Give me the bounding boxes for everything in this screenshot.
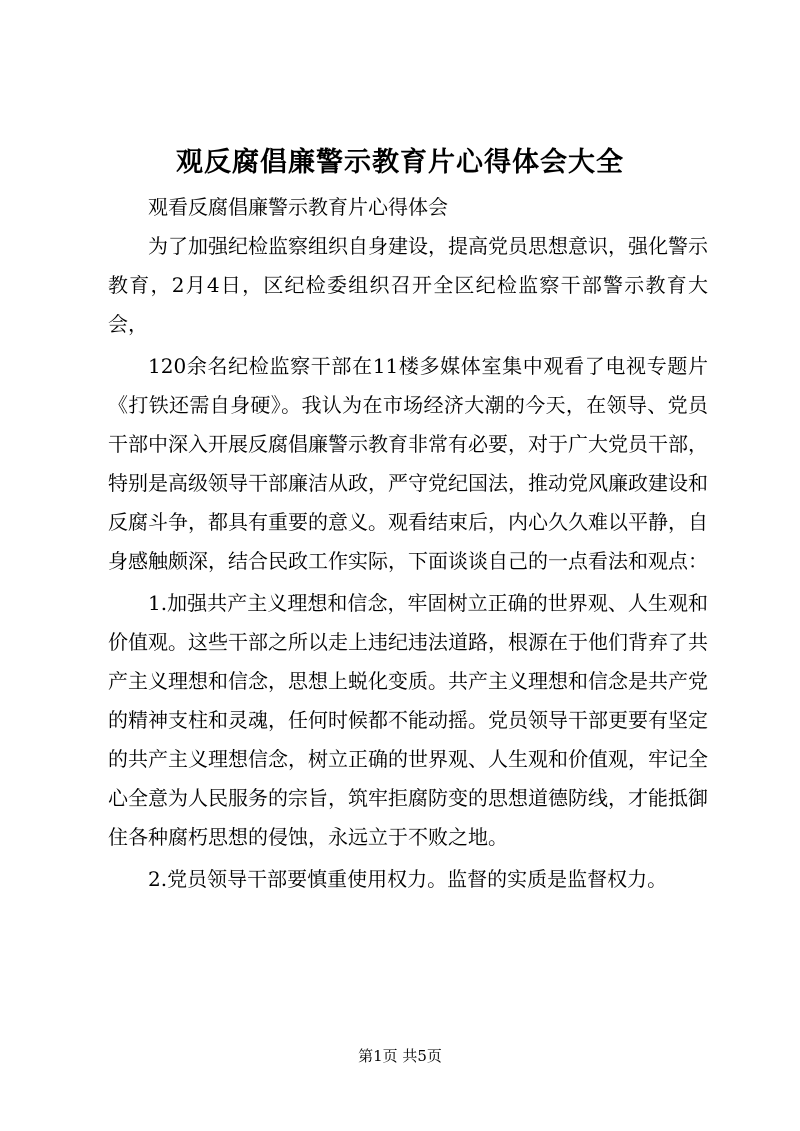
page-footer: 第1页 共5页 xyxy=(358,1047,442,1065)
paragraph-intro: 为了加强纪检监察组织自身建设，提高党员思想意识，强化警示教育，2月4日，区纪检委组织召开全区纪检监察干部警示教育大会， xyxy=(108,234,708,336)
paragraph-point-2: 2.党员领导干部要慎重使用权力。监督的实质是监督权力。 xyxy=(148,867,668,891)
paragraph-viewing: 120余名纪检监察干部在11楼多媒体室集中观看了电视专题片《打铁还需自身硬》。我认为在市场经济大潮的今天，在领导、党员干部中深入开展反腐倡廉警示教育非常有必要，对于广大党员干部，特别是高级领导干部廉洁从政，严守党纪国法，推动党风廉政建设和反腐斗争，都具有重要的意义。观看结束后，内心久久难以平静，自身感触颇深，结合民政工作实际，下面谈谈自己的一点看法和观点： xyxy=(108,354,708,573)
paragraph-point-1: 1.加强共产主义理想和信念，牢固树立正确的世界观、人生观和价值观。这些干部之所以走上违纪违法道路，根源在于他们背弃了共产主义理想和信念，思想上蜕化变质。共产主义理想和信念是共产党的精神支柱和灵魂，任何时候都不能动摇。党员领导干部更要有坚定的共产主义理想信念，树立正确的世界观、人生观和价值观，牢记全心全意为人民服务的宗旨，筑牢拒腐防变的思想道德防线，才能抵御住各种腐朽思想的侵蚀，永远立于不败之地。 xyxy=(108,591,708,849)
document-body xyxy=(108,188,708,902)
document-subtitle: 观看反腐倡廉警示教育片心得体会 xyxy=(148,195,448,219)
document-title: 观反腐倡廉警示教育片心得体会大全 xyxy=(176,147,624,178)
